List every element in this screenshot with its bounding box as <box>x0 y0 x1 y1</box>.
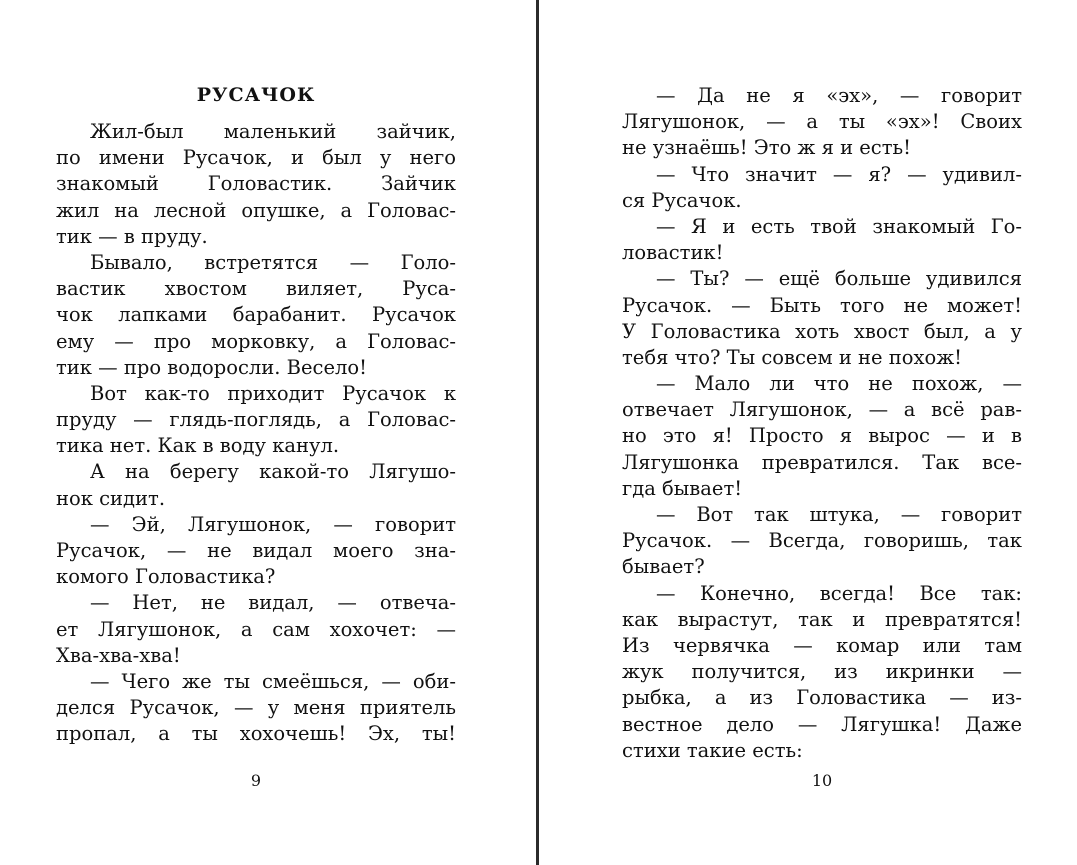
text-line: вастик хвостом виляет, Руса- <box>56 277 456 301</box>
text-line: ет Лягушонок, а сам хохочет: — <box>56 617 456 641</box>
text-line: как вырастут, так и превратятся! <box>622 607 1022 631</box>
text-line: тебя что? Ты совсем и не похож! <box>622 345 963 369</box>
text-line: чок лапками барабанит. Русачок <box>56 303 456 327</box>
text-line: не узнаёшь! Это ж я и есть! <box>622 136 911 160</box>
text-line: — Да не я «эх», — говорит <box>656 84 1022 107</box>
text-line: нок сидит. <box>56 486 166 510</box>
left-page-text <box>56 119 456 748</box>
text-line: Хва-хва-хва! <box>56 643 181 667</box>
text-line: А на берегу какой-то Лягушо- <box>90 460 456 484</box>
left-page <box>56 0 456 865</box>
text-line: Русачок. — Всегда, говоришь, так <box>622 529 1022 553</box>
text-line: знакомый Головастик. Зайчик <box>56 172 456 196</box>
text-line: по имени Русачок, и был у него <box>56 146 456 170</box>
text-line: Лягушонок, — а ты «эх»! Своих <box>622 110 1022 134</box>
text-line: тика нет. Как в воду канул. <box>56 434 340 458</box>
text-line: но это я! Просто я вырос — и в <box>622 424 1022 448</box>
text-line: вестное дело — Лягушка! Даже <box>622 712 1022 736</box>
text-line: бывает? <box>622 555 705 579</box>
text-line: — Нет, не видал, — отвеча- <box>90 591 456 615</box>
right-page-text <box>622 83 1022 764</box>
text-line: пруду — глядь-поглядь, а Головас- <box>56 408 456 432</box>
text-line: ему — про морковку, а Головас- <box>56 329 456 353</box>
text-line: Лягушонка превратился. Так все- <box>622 450 1022 474</box>
page-number-left: 9 <box>250 771 262 790</box>
book-gutter <box>536 0 539 865</box>
text-line: — Я и есть твой знакомый Го- <box>656 214 1022 238</box>
text-line: стихи такие есть: <box>622 738 803 762</box>
text-line: делся Русачок, — у меня приятель <box>56 696 456 720</box>
text-line: отвечает Лягушонок, — а всё рав- <box>622 398 1022 422</box>
text-line: рыбка, а из Головастика — из- <box>622 686 1022 710</box>
text-line: Из червячка — комар или там <box>622 633 1022 657</box>
text-line: тик — про водоросли. Весело! <box>56 355 367 379</box>
text-line: — Конечно, всегда! Все так: <box>656 581 1022 605</box>
text-line: Русачок, — не видал моего зна- <box>56 539 456 562</box>
text-line: Бывало, встретятся — Голо- <box>90 250 456 274</box>
text-line: ся Русачок. <box>622 188 742 212</box>
right-page <box>622 0 1022 865</box>
text-line: — Ты? — ещё больше удивился <box>656 267 1022 291</box>
text-line: комого Головастика? <box>56 565 276 589</box>
text-line: Вот как-то приходит Русачок к <box>90 381 456 405</box>
text-line: тик — в пруду. <box>56 224 208 248</box>
text-line: Жил-был маленький зайчик, <box>90 120 456 143</box>
text-line: У Головастика хоть хвост был, а у <box>622 319 1022 343</box>
text-line: пропал, а ты хохочешь! Эх, ты! <box>56 722 456 746</box>
page-number-right: 10 <box>811 771 833 790</box>
text-line: — Чего же ты смеёшься, — оби- <box>90 669 456 693</box>
text-line: — Эй, Лягушонок, — говорит <box>90 512 456 536</box>
story-title: РУСАЧОК <box>196 84 316 106</box>
text-line: — Что значит — я? — удивил- <box>656 162 1022 186</box>
text-line: ловастик! <box>622 241 724 265</box>
text-line: — Мало ли что не похож, — <box>656 372 1022 396</box>
text-line: жук получится, из икринки — <box>622 660 1022 684</box>
text-line: жил на лесной опушке, а Головас- <box>56 198 456 222</box>
text-line: — Вот так штука, — говорит <box>656 503 1022 526</box>
text-line: гда бывает! <box>622 476 743 500</box>
text-line: Русачок. — Быть того не может! <box>622 293 1022 317</box>
